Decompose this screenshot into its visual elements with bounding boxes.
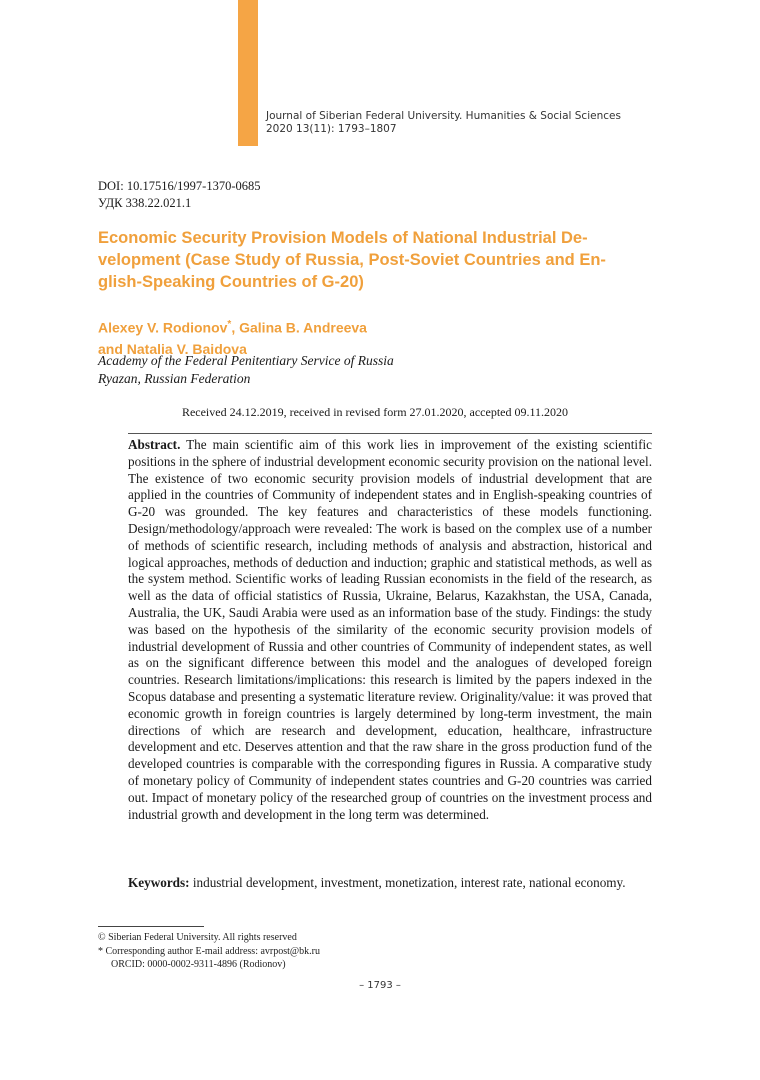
footnotes: [98, 931, 320, 972]
page-number: – 1793 –: [359, 980, 401, 991]
corresponding-marker: *: [227, 319, 232, 330]
title-line: Economic Security Provision Models of National Industrial De-: [98, 229, 588, 247]
orcid-note: ORCID: 0000-0002-9311-4896 (Rodionov): [111, 959, 286, 970]
title-line: glish-Speaking Countries of G-20): [98, 273, 364, 291]
authors-line-2: and Natalia V. Baidova: [98, 340, 247, 357]
udk: УДК 338.22.021.1: [98, 196, 192, 210]
journal-name: Journal of Siberian Federal University. Humanities & Social Sciences: [266, 110, 621, 122]
abstract-text: The main scientific aim of this work lies in improvement of the existing scientific positions in the sphere of industrial development economic security provision on the national level. The existence of two economic security provision models of industrial development that are applied in the countries of Community of independent states and in English-speaking countries of G-20 was grounded. The key features and characteristics of these models functioning. Design/methodology/approach were revealed: The work is based on the complex use of a number of methods of scientific research, including methods of analysis and abstraction, historical and logical approaches, methods of deduction and induction; graphic and statistical methods, as well as the system method. Scientific works of leading Russian economists in the field of the research, as well as the data of official statistics of Russia, Ukraine, Belarus, Kazakhstan, the USA, Canada, Australia, the UK, Saudi Arabia were used as an information base of the study. Findings: the study was based on the hypothesis of the similarity of the economic security provision models of industrial development of Russia and other countries of Community of independent states, as well as on the significant difference between this model and the analogues of developed foreign countries. Research limitations/implications: this research is limited by the papers indexed in the Scopus database and presenting a systematic literature review. Originality/value: it was proved that economic growth in foreign countries is largely determined by long-term investment, the main directions of which are research and development, education, healthcare, infrastructure development and etc. Deserves attention and that the raw share in the gross production fund of the developed countries is comparable with the corresponding figures in Russia. A comparative study of monetary policy of Community of independent states countries and G-20 countries was carried out. Impact of monetary policy of the researched group of countries on the investment process and industrial growth and development in the long term was determined.: [128, 437, 652, 822]
abstract-label: Abstract.: [128, 437, 181, 452]
affiliation-institution: Academy of the Federal Penitentiary Service of Russia: [98, 353, 394, 368]
received-dates: Received 24.12.2019, received in revised form 27.01.2020, accepted 09.11.2020: [181, 405, 569, 419]
corresponding-author-note: * Corresponding author E-mail address: avrpost@bk.ru: [98, 945, 320, 957]
copyright-note: © Siberian Federal University. All rights reserved: [98, 932, 297, 943]
abstract: [128, 437, 652, 823]
accent-bar: [238, 0, 258, 146]
authors-line-1: [98, 314, 367, 339]
abstract-divider: [128, 433, 652, 434]
identifiers: [98, 178, 261, 212]
author-andreeva: , Galina B. Andreeva: [231, 319, 367, 336]
article-title: [98, 227, 658, 293]
journal-citation: 2020 13(11): 1793–1807: [266, 123, 397, 135]
affiliation-location: Ryazan, Russian Federation: [98, 371, 251, 386]
journal-header: [266, 110, 621, 136]
affiliation: [98, 352, 394, 388]
doi: DOI: 10.17516/1997-1370-0685: [98, 179, 261, 193]
footnote-divider: [98, 926, 204, 927]
keywords-label: Keywords:: [128, 875, 190, 890]
author-rodionov: Alexey V. Rodionov: [98, 319, 228, 336]
title-line: velopment (Case Study of Russia, Post-Soviet Countries and En-: [98, 251, 606, 269]
keywords-text: industrial development, investment, monetization, interest rate, national economy.: [189, 875, 626, 890]
keywords: [128, 874, 652, 891]
